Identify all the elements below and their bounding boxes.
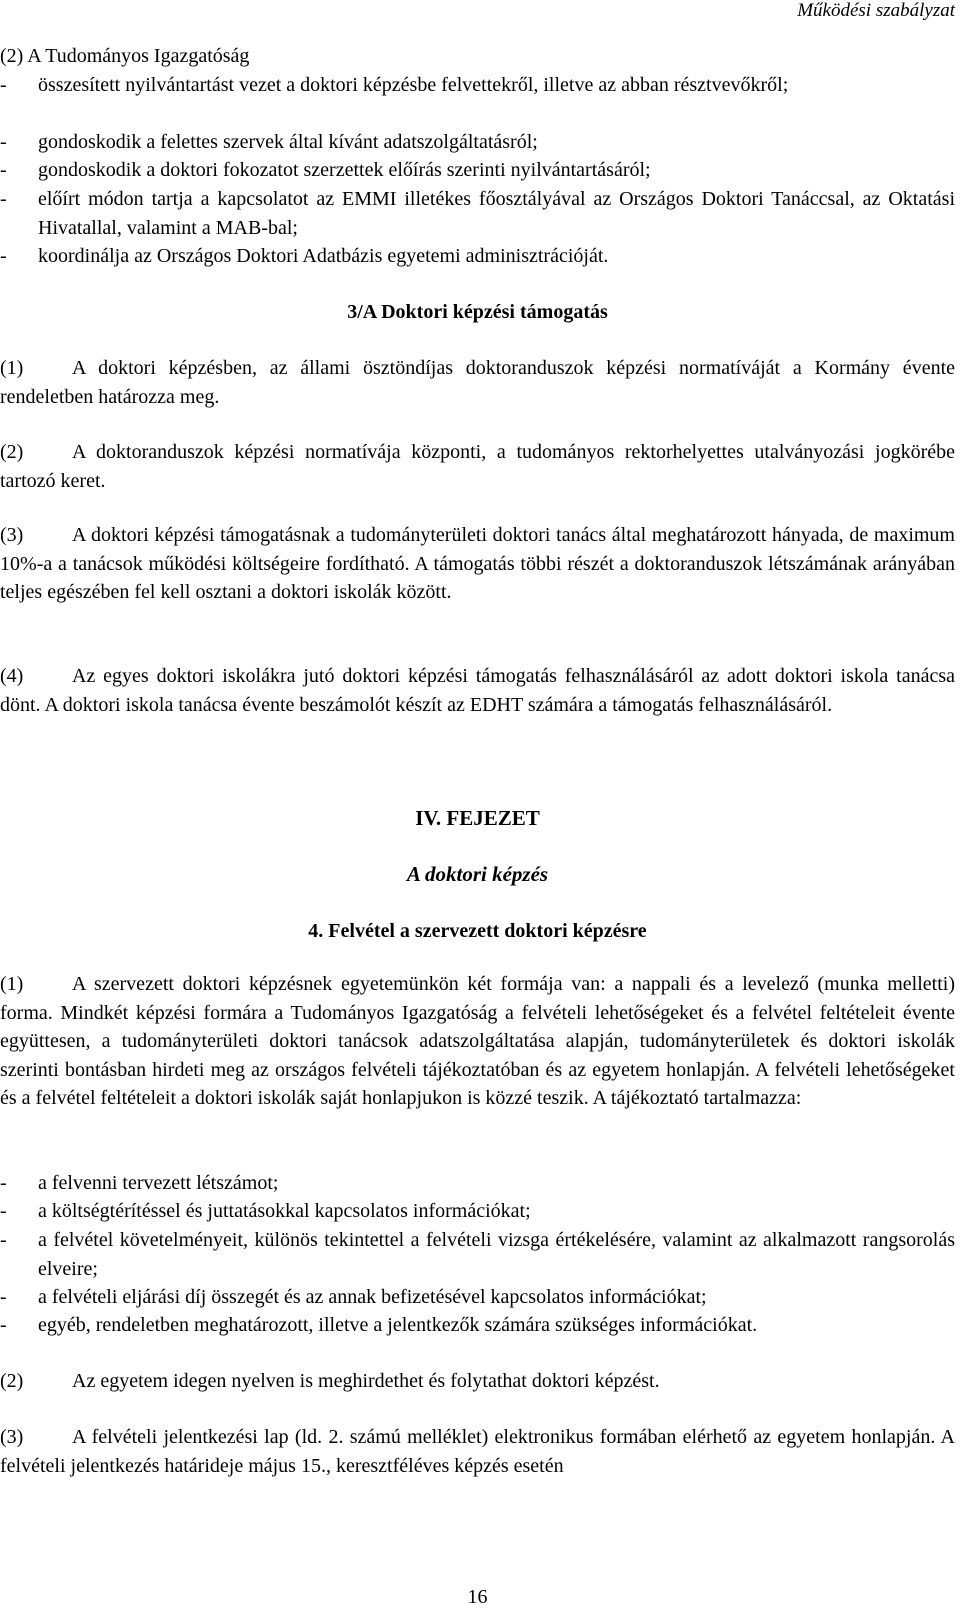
- paragraph-number: (2): [0, 441, 24, 463]
- paragraph: [0, 521, 955, 607]
- list-item: [0, 1311, 955, 1340]
- paragraph-number: (3): [0, 1426, 24, 1448]
- list-item-text: gondoskodik a doktori fokozatot szerzettek előírás szerinti nyilvántartásáról;: [38, 159, 651, 181]
- paragraph: [0, 1423, 955, 1480]
- page-number: 16: [467, 1586, 488, 1608]
- chapter-title: IV. FEJEZET: [415, 806, 540, 830]
- list-dash: -: [0, 1314, 7, 1336]
- list-item: [0, 1283, 955, 1312]
- paragraph: [0, 354, 955, 411]
- list-dash: -: [0, 159, 7, 181]
- paragraph-text: Az egyetem idegen nyelven is meghirdethet és folytathat doktori képzést.: [72, 1370, 660, 1392]
- list-item: [0, 1169, 955, 1198]
- paragraph: [0, 1367, 955, 1396]
- list-item: [0, 1197, 955, 1226]
- list-dash: -: [0, 1286, 7, 1308]
- list-dash: -: [0, 245, 7, 267]
- paragraph-text: A doktoranduszok képzési normatívája központi, a tudományos rektorhelyettes utalványozási jogkörébe tartozó keret.: [0, 441, 955, 492]
- paragraph: [0, 662, 955, 719]
- paragraph-number: (1): [0, 973, 24, 995]
- paragraph-number: (2): [0, 1370, 24, 1392]
- list-item: [0, 128, 955, 157]
- list-dash: -: [0, 131, 7, 153]
- list-item-text: a felvenni tervezett létszámot;: [38, 1172, 279, 1194]
- list-dash: -: [0, 188, 7, 210]
- section-3a-heading: 3/A Doktori képzési támogatás: [347, 301, 608, 323]
- list-item: [0, 185, 955, 242]
- list-item: [0, 71, 955, 100]
- list-item: [0, 1226, 955, 1283]
- list-dash: -: [0, 1172, 7, 1194]
- paragraph-number: (3): [0, 524, 24, 546]
- chapter-subtitle: A doktori képzés: [406, 862, 549, 886]
- paragraph-text: A felvételi jelentkezési lap (ld. 2. számú melléklet) elektronikus formában elérhető az egyetem honlapján. A felvételi jelentkezés határideje május 15., keresztféléves képzés esetén: [0, 1426, 955, 1477]
- section-4-heading: 4. Felvétel a szervezett doktori képzésre: [308, 920, 647, 942]
- paragraph: [0, 438, 955, 495]
- list-item-text: a felvételi eljárási díj összegét és az annak befizetésével kapcsolatos információkat;: [38, 1286, 707, 1308]
- list-item-text: egyéb, rendeletben meghatározott, illetve a jelentkezők számára szükséges információkat.: [38, 1314, 758, 1336]
- list-dash: -: [0, 1229, 7, 1251]
- list-item-text: előírt módon tartja a kapcsolatot az EMMI illetékes főosztályával az Országos Doktori Tanáccsal, az Oktatási Hivatallal, valamint a MAB-bal;: [38, 188, 955, 239]
- paragraph: [0, 970, 955, 1113]
- list-item-text: gondoskodik a felettes szervek által kívánt adatszolgáltatásról;: [38, 131, 538, 153]
- list-item-text: összesített nyilvántartást vezet a doktori képzésbe felvettekről, illetve az abban résztvevőkről;: [38, 74, 789, 96]
- paragraph-number: (4): [0, 665, 24, 687]
- paragraph-text: A doktori képzési támogatásnak a tudományterületi doktori tanács által meghatározott hányada, de maximum 10%-a a tanácsok működési költségeire fordítható. A támogatás többi részét a doktoranduszok létszámának arányában teljes egészében fel kell osztani a doktori iskolák között.: [0, 524, 955, 603]
- paragraph-number: (1): [0, 357, 24, 379]
- section-2-lead: (2) A Tudományos Igazgatóság: [0, 45, 250, 67]
- paragraph-text: Az egyes doktori iskolákra jutó doktori képzési támogatás felhasználásáról az adott doktori iskola tanácsa dönt. A doktori iskola tanácsa évente beszámolót készít az EDHT számára a támogatás felhasználásáról.: [0, 665, 955, 716]
- list-dash: -: [0, 74, 7, 96]
- list-item-text: a felvétel követelményeit, különös tekintettel a felvételi vizsga értékelésére, valamint az alkalmazott rangsorolás elveire;: [38, 1229, 955, 1280]
- paragraph-text: A doktori képzésben, az állami ösztöndíjas doktoranduszok képzési normatíváját a Kormány évente rendeletben határozza meg.: [0, 357, 955, 408]
- running-head: Működési szabályzat: [797, 0, 955, 21]
- paragraph-text: A szervezett doktori képzésnek egyetemünkön két formája van: a nappali és a levelező (munka melletti) forma. Mindkét képzési formára a Tudományos Igazgatóság a felvételi lehetőségeket és a felvétel feltételeit évente együttesen, a tudományterületi doktori tanácsok adatszolgáltatása alapján, tudományterületek és doktori iskolák szerinti bontásban hirdeti meg az országos felvételi tájékoztatóban és az egyetem honlapján. A felvételi lehetőségeket és a felvétel feltételeit a doktori iskolák saját honlapjukon is közzé teszik. A tájékoztató tartalmazza:: [0, 973, 955, 1109]
- list-item: [0, 156, 955, 185]
- list-item-text: koordinálja az Országos Doktori Adatbázis egyetemi adminisztrációját.: [38, 245, 609, 267]
- list-item: [0, 242, 955, 271]
- list-dash: -: [0, 1200, 7, 1222]
- list-item-text: a költségtérítéssel és juttatásokkal kapcsolatos információkat;: [38, 1200, 531, 1222]
